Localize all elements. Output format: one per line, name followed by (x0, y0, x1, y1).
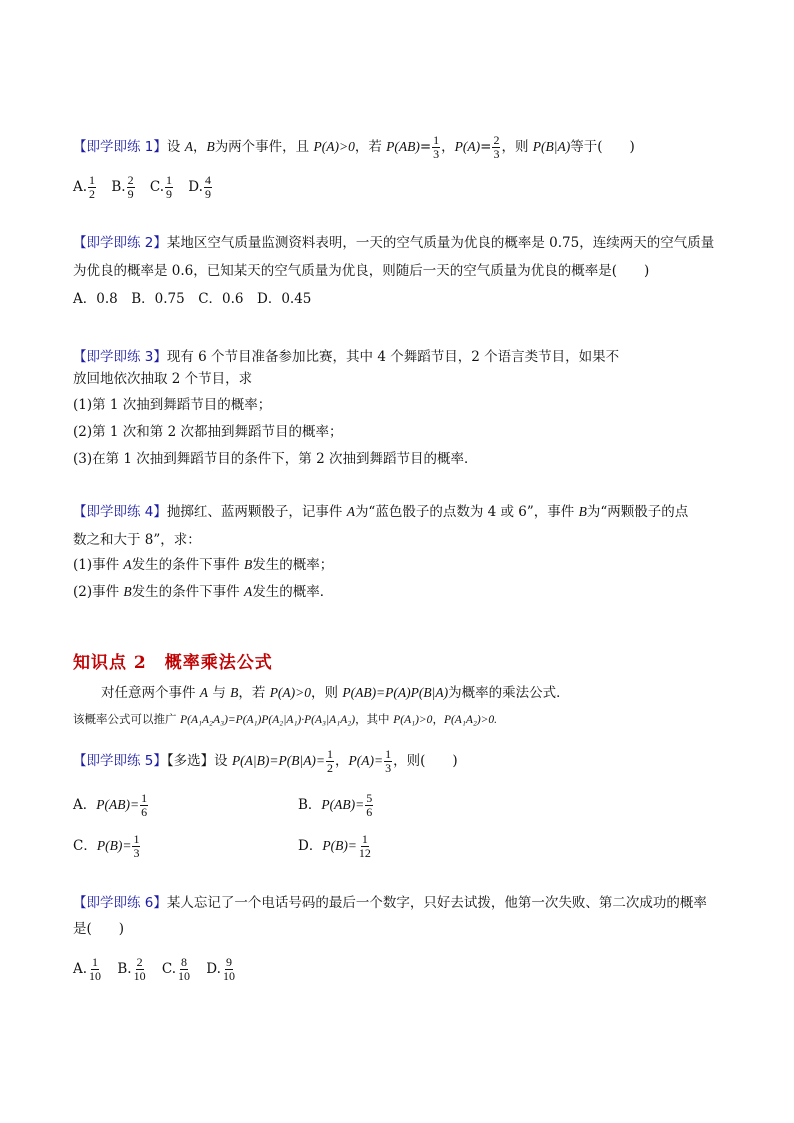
exercise-6-line-1: 【即学即练 6】某人忘记了一个电话号码的最后一个数字，只好去试拨，他第一次失败、第二次成功的概率 (73, 895, 707, 911)
exercise-4-q1: (1)事件 A发生的条件下事件 B发生的概率； (73, 557, 334, 573)
exercise-3-q1: (1)第 1 次抽到舞蹈节目的概率； (73, 397, 272, 413)
fraction: $\frac{2}{3}$ (493, 133, 500, 161)
exercise-2-line-2: 为优良的概率是 0.6，已知某天的空气质量为优良，则随后一天的空气质量为优良的概率是( ) (73, 263, 650, 279)
option-a[interactable]: A. $\frac{1}{2}$ (73, 173, 96, 201)
exercise-5-option-c[interactable]: C．P(B)= $\frac{1}{3}$ (73, 832, 140, 860)
exercise-1-tag: 【即学即练 1】 (73, 139, 167, 155)
option-b[interactable]: B. $\frac{2}{10}$ (117, 955, 146, 983)
exercise-4-q2: (2)事件 B发生的条件下事件 A发生的概率． (73, 584, 334, 600)
exercise-3-tag: 【即学即练 3】 (73, 349, 167, 365)
exercise-5-option-a[interactable]: A．P(AB)= $\frac{1}{6}$ (73, 791, 148, 819)
fraction: $\frac{1}{3}$ (433, 133, 440, 161)
exercise-2-line-1: 【即学即练 2】某地区空气质量监测资料表明，一天的空气质量为优良的概率是 0.75，连续两天的空气质量 (73, 235, 715, 251)
exercise-3-q2: (2)第 1 次和第 2 次都抽到舞蹈节目的概率； (73, 424, 343, 440)
exercise-6-line-2: 是( ) (73, 921, 125, 937)
exercise-2-tag: 【即学即练 2】 (73, 235, 167, 251)
exercise-3-line-2: 放回地依次抽取 2 个节目，求 (73, 371, 253, 387)
exercise-6-tag: 【即学即练 6】 (73, 895, 167, 911)
section-extension: 该概率公式可以推广 P(A₁A₂A₃)=P(A₁)P(A₂|A₁)·P(A₃|A₁A₂)，其中 P(A₁)>0，P(A₁A₂)>0. (73, 712, 498, 726)
exercise-3-line-1: 【即学即练 3】现有 6 个节目准备参加比赛，其中 4 个舞蹈节目，2 个语言类节目，如果不 (73, 349, 620, 365)
exercise-5-tag: 【即学即练 5】 (73, 753, 167, 769)
exercise-4-line-2: 数之和大于 8”，求： (73, 532, 201, 548)
section-body: 对任意两个事件 A 与 B，若 P(A)>0，则 P(AB)=P(A)P(B|A)为概率的乘法公式． (101, 685, 570, 701)
exercise-1-question: 【即学即练 1】设 A，B为两个事件，且 P(A)>0，若 P(AB)= $\frac{1}{3}$ ，P(A)= $\frac{2}{3}$ ，则 P(B|A)等于( ) (73, 133, 635, 161)
option-b[interactable]: B. $\frac{2}{9}$ (111, 173, 134, 201)
exercise-3-q3: (3)在第 1 次抽到舞蹈节目的条件下，第 2 次抽到舞蹈节目的概率． (73, 451, 478, 467)
option-d[interactable]: D. $\frac{4}{9}$ (188, 173, 211, 201)
exercise-6-options (73, 956, 247, 983)
exercise-5-question: 【即学即练 5】【多选】设 P(A|B)=P(B|A)= $\frac{1}{2}$ ，P(A)= $\frac{1}{3}$ ，则( ) (73, 747, 458, 775)
exercise-4-tag: 【即学即练 4】 (73, 504, 167, 520)
option-c[interactable]: C. $\frac{8}{10}$ (161, 955, 190, 983)
exercise-5-option-d[interactable]: D．P(B)= $\frac{1}{12}$ (298, 832, 371, 860)
option-d[interactable]: D. $\frac{9}{10}$ (206, 955, 235, 983)
exercise-2-options: A．0.8 B．0.75 C．0.6 D．0.45 (73, 291, 312, 307)
multi-select-tag: 【多选】 (166, 753, 215, 769)
exercise-1-options (73, 174, 223, 201)
option-a[interactable]: A. $\frac{1}{10}$ (73, 955, 102, 983)
section-heading: 知识点 2 概率乘法公式 (73, 653, 273, 673)
exercise-5-option-b[interactable]: B．P(AB)= $\frac{5}{6}$ (298, 791, 373, 819)
exercise-4-line-1: 【即学即练 4】抛掷红、蓝两颗骰子，记事件 A为“蓝色骰子的点数为 4 或 6”，事件 B为“两颗骰子的点 (73, 504, 689, 520)
option-c[interactable]: C. $\frac{1}{9}$ (149, 173, 172, 201)
